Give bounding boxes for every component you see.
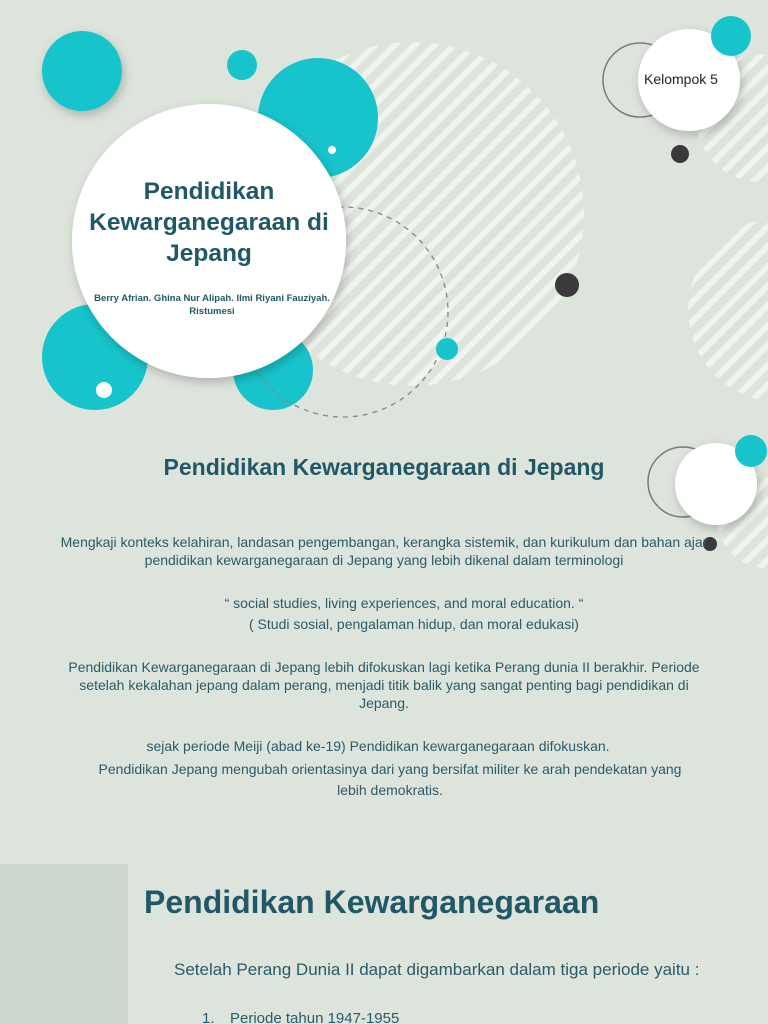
dark-dot [555, 273, 579, 297]
authors-text: Berry Afrian. Ghina Nur Alipah. Ilmi Riyani Fauziyah. Ristumesi [94, 293, 330, 317]
striped-circle-right-lower [688, 218, 768, 402]
teal-dot-small [227, 50, 257, 80]
intro-paragraph: Mengkaji konteks kelahiran, landasan pengembangan, kerangka sistemik, dan kurikulum dan bahan ajar pendidikan kewarganegaraan di Jepang yang lebih dikenal dalam terminologi [60, 534, 708, 568]
list-text: Periode tahun 1947-1955 [230, 1010, 400, 1024]
slide-title: Pendidikan Kewarganegaraan di Jepang [163, 454, 605, 480]
title-slide [0, 0, 768, 432]
presentation-title: Pendidikan Kewarganegaraan di Jepang [89, 178, 329, 267]
periods-slide [0, 864, 768, 1024]
side-panel [0, 864, 128, 1024]
group-label: Kelompok 5 [644, 71, 718, 87]
orientation-paragraph: Pendidikan Jepang mengubah orientasinya dari yang bersifat militer ke arah pendekatan yang lebih demokratis. [98, 761, 682, 798]
terms-indonesian: ( Studi sosial, pengalaman hidup, dan moral edukasi) [249, 616, 579, 632]
white-dot-bottom [96, 382, 112, 398]
focus-paragraph: Pendidikan Kewarganegaraan di Jepang lebih difokuskan lagi ketika Perang dunia II berakhir. Periode setelah kekalahan jepang dalam perang, menjadi titik balik yang sangat penting bagi pendidikan di Jepang. [68, 659, 700, 711]
meiji-paragraph: sejak periode Meiji (abad ke-19) Pendidikan kewarganegaraan difokuskan. [146, 738, 610, 754]
intro-text: Setelah Perang Dunia II dapat digambarkan dalam tiga periode yaitu : [174, 960, 700, 979]
teal-dot-top-right [711, 16, 751, 56]
white-dot [328, 146, 336, 154]
teal-dot-arc [436, 338, 458, 360]
content-slide [0, 432, 768, 864]
slide-title: Pendidikan Kewarganegaraan [144, 884, 600, 920]
dark-dot-small [671, 145, 689, 163]
teal-dot-top-left [42, 31, 122, 111]
list-number: 1. [202, 1010, 215, 1024]
list-item [202, 1010, 399, 1024]
terms-english: “ social studies, living experiences, and moral education. “ [224, 595, 584, 611]
